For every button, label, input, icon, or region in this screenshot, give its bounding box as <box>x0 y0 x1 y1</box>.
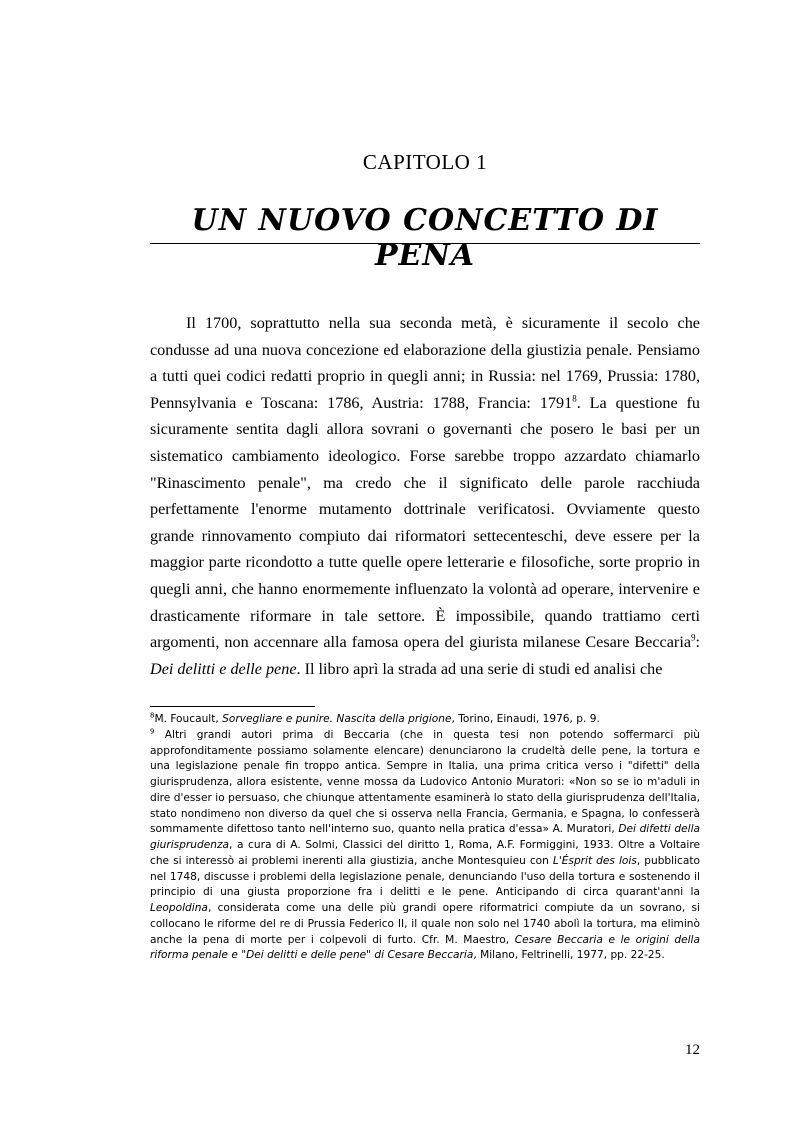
page-number: 12 <box>685 1042 700 1058</box>
body-text-part: . Il libro aprì la strada ad una serie di studi ed analisi che <box>296 659 663 678</box>
footnote-text: , Torino, Einaudi, 1976, p. 9. <box>451 713 600 725</box>
footnote-work-title: L'Ésprit des lois <box>552 854 637 867</box>
body-text-part: . La questione fu sicuramente sentita dagli allora sovrani o governanti che posero le basi per un sistematico cambiamento ideologico. Forse sarebbe troppo azzardato chiamarlo "Rinascimento penale", ma credo che il significato delle parole racchiuda perfettamente l'enorme mutamento dottrinale verificatosi. Ovviamente questo grande rinnovamento compiuto dai riformatori settecenteschi, deve essere per la maggior parte ricondotto a tutte quelle opere letterarie e filosofiche, sorte proprio in quegli anni, che hanno enormemente influenzato la volontà ad operare, intervenire e drasticamente riformare in tale settore. È impossibile, quando trattiamo certi argomenti, non accennare alla famosa opera del giurista milanese Cesare Beccaria <box>150 393 700 652</box>
footnote-work-title: Cesare Beccaria e le origini della riforma penale e "Dei delitti e delle pene" di Cesare Beccaria <box>150 933 700 962</box>
footnote-text: , pubblicato nel 1748, discusse i problemi della legislazione penale, denunciando l'uso della tortura e sostenendo il principio di una giusta proporzione fra i delitti e le pene. Anticipando di circa quarant'anni la <box>150 854 700 899</box>
body-text-part: Il 1700, soprattutto nella sua seconda metà, è sicuramente il secolo che condusse ad una nuova concezione ed elaborazione della giustizia penale. Pensiamo a tutti quei codici redatti proprio in quegli anni; in Russia: nel 1769, Prussia: 1780, Pennsylvania e Toscana: 1786, Austria: 1788, Francia: 1791 <box>150 314 700 412</box>
footnote-text: Altri grandi autori prima di Beccaria (che in questa tesi non potendo soffermarci più approfonditamente possiamo solamente elencare) denunciarono la crudeltà delle pene, la tortura e una legislazione penale fin troppo antica. Sempre in Italia, una prima critica verso i "difetti" della giurisprudenza, allora esistente, venne mossa da Ludovico Antonio Muratori: «Non so se io m'aduli in dire d'esser io persuaso, che chiunque attentamente esaminerà lo stato della giurisprudenza dell'Italia, stato nondimeno non diverso da quel che si osserva nella Francia, Germania, e Spagna, lo confesserà sommamente difettoso tanto nell'interno suo, quanto nella pratica d'essa» A. Muratori, <box>150 728 700 836</box>
footnotes <box>150 712 700 964</box>
footnote-work-title: Sorvegliare e punire. Nascita della prigione <box>222 713 452 725</box>
body-text-part: : <box>695 633 700 652</box>
footnote-text: M. Foucault, <box>154 713 223 725</box>
footnote-work-title: Dei difetti della giurisprudenza <box>150 823 701 851</box>
work-title: Dei delitti e delle pene <box>150 659 297 678</box>
footnote-9 <box>150 728 700 964</box>
footnote-number: 8 <box>150 711 155 720</box>
footnote-text: , a cura di A. Solmi, Classici del diritto 1, Roma, A.F. Formiggini, 1933. Oltre a Voltaire che si interessò ai problemi inerenti alla giustizia, anche Montesquieu con <box>150 839 700 867</box>
chapter-title: UN NUOVO CONCETTO DI PENA <box>191 203 659 273</box>
footnote-separator <box>150 706 315 707</box>
footnote-ref-8[interactable]: 8 <box>572 393 577 404</box>
footnote-work-title: Leopoldina <box>150 902 208 914</box>
body-paragraph <box>150 310 700 682</box>
footnote-text: , Milano, Feltrinelli, 1977, pp. 22-25. <box>473 949 665 962</box>
footnote-8 <box>150 712 700 728</box>
footnote-ref-9[interactable]: 9 <box>691 632 696 643</box>
footnote-text: , considerata come una delle più grandi opere riformatrici compiute da un sovrano, si collocano le riforme del re di Prussia Federico II, il quale non solo nel 1740 abolì la tortura, ma eliminò anche la pena di morte per i colpevoli di furto. Cfr. M. Maestro, <box>150 902 700 946</box>
title-underline <box>150 243 700 244</box>
chapter-label: CAPITOLO 1 <box>362 150 488 174</box>
footnote-number: 9 <box>150 727 155 736</box>
